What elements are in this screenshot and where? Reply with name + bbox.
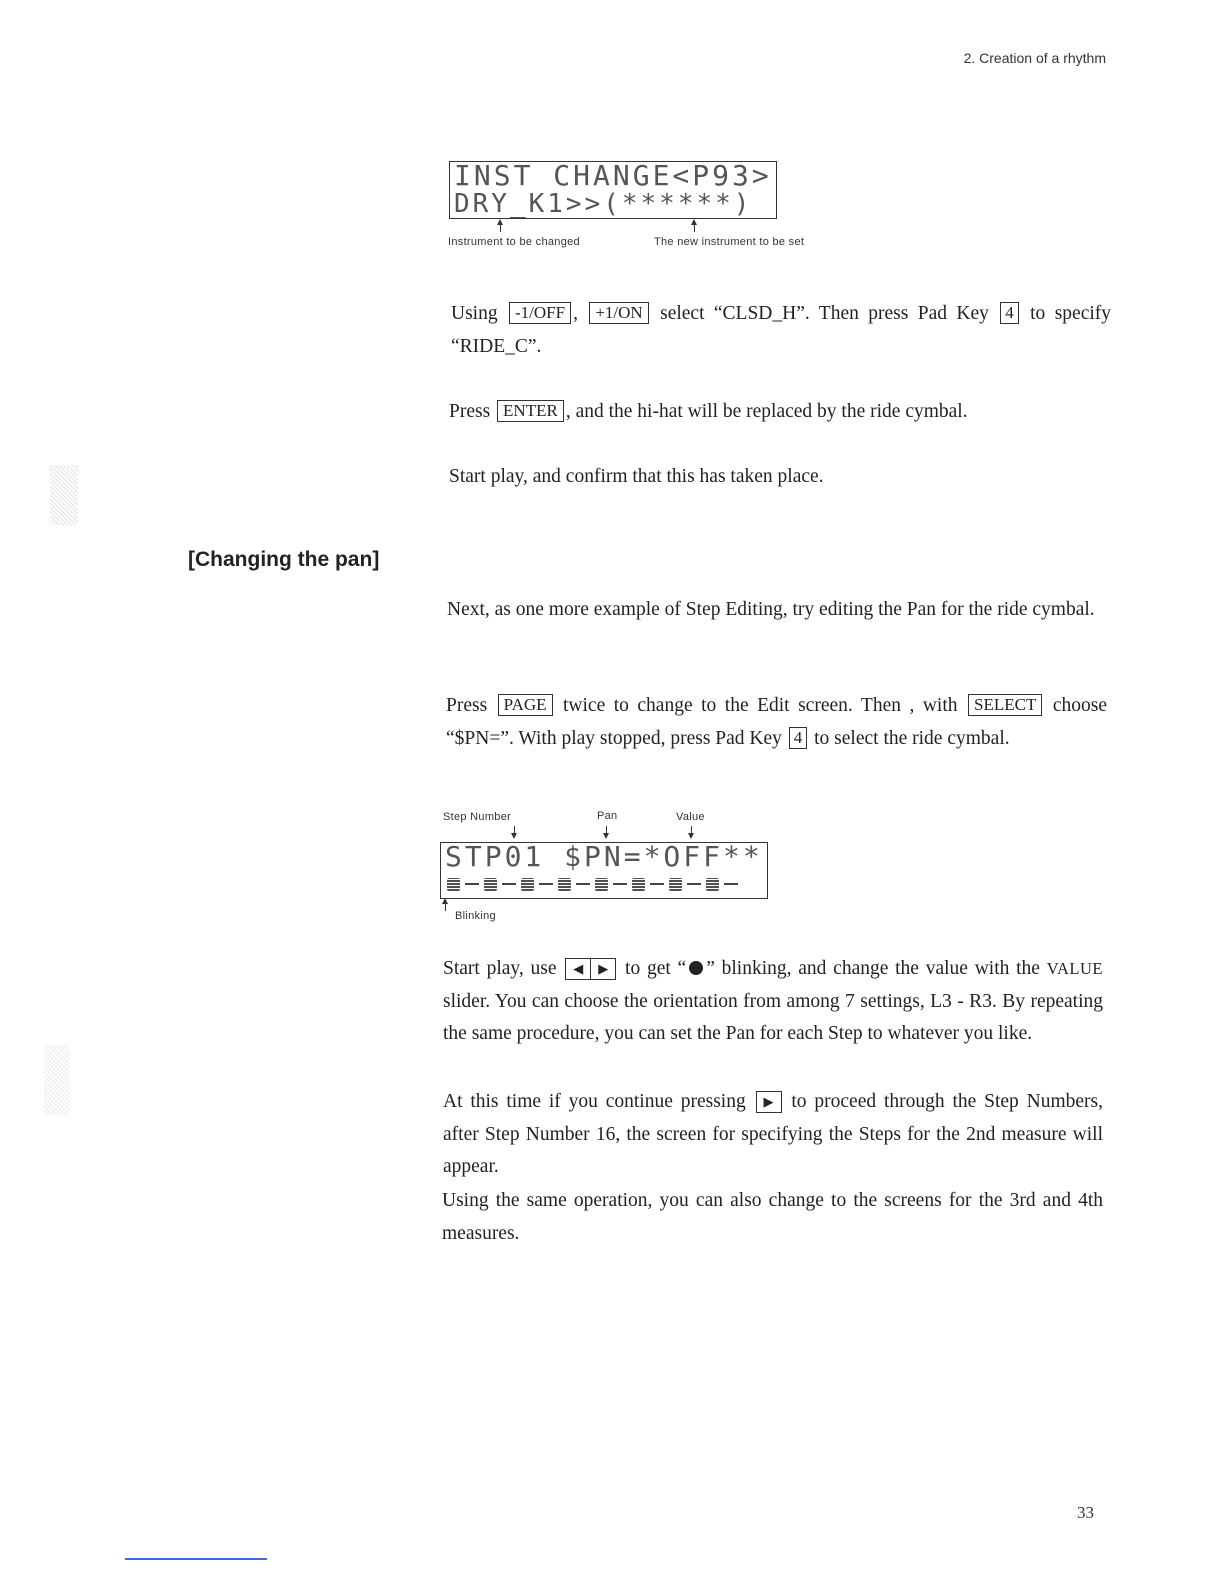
- lcd-line-1: INST CHANGE<P93>: [454, 161, 772, 192]
- right-arrow-key-icon: ▶: [590, 958, 616, 980]
- off-key-label: -1/OFF: [509, 302, 571, 324]
- step-dash: [576, 883, 590, 885]
- pad-key-4-label: 4: [1000, 302, 1019, 324]
- page-number: 33: [1077, 1503, 1094, 1522]
- paragraph-pan-intro: Next, as one more example of Step Editing, try editing the Pan for the ride cymbal.: [447, 599, 1095, 620]
- paragraph-select-instrument: Using -1/OFF , +1/ON select “CLSD_H”. Then press Pad Key 4 to specify “RIDE_C”.: [451, 303, 1112, 357]
- step-dot-icon: [484, 878, 497, 891]
- step-dot-icon: [595, 878, 608, 891]
- caption-blinking: Blinking: [455, 910, 496, 922]
- on-key-label: +1/ON: [589, 302, 648, 324]
- step-dash: [687, 883, 701, 885]
- step-dot-icon: [447, 878, 460, 891]
- paragraph-pan-value: Start play, use ◀ ▶ to get “ ” blinking, and change the value with the VALUE slider. You can choose the orientation from among 7 settings, L3 - R3. By repeating the same procedure, you can set the Pan for each Step to whatever you like.: [443, 958, 1103, 1044]
- step-dot-icon: [521, 878, 534, 891]
- step-dash: [724, 883, 738, 885]
- step-dash: [539, 883, 553, 885]
- arrow-down-icon: [691, 826, 692, 837]
- lcd-display-inst-change: [449, 161, 777, 219]
- bullet-dot-icon: [689, 961, 703, 975]
- paragraph-press-enter: Press ENTER , and the hi-hat will be replaced by the ride cymbal.: [449, 401, 968, 422]
- step-dash: [613, 883, 627, 885]
- section-heading-changing-pan: [Changing the pan]: [188, 548, 380, 571]
- running-header: 2. Creation of a rhythm: [963, 50, 1106, 66]
- scan-artifact: [50, 465, 78, 525]
- step-dash: [465, 883, 479, 885]
- paragraph-edit-screen: Press PAGE twice to change to the Edit screen. Then , with SELECT choose “$PN=”. With play stopped, press Pad Key 4 to select the ride cymbal.: [446, 695, 1108, 749]
- select-key-label: SELECT: [968, 694, 1042, 716]
- footer-rule: [125, 1558, 267, 1560]
- step-indicator-row: [441, 871, 767, 897]
- step-dot-icon: [706, 878, 719, 891]
- step-dash: [650, 883, 664, 885]
- right-arrow-key-icon: ▶: [756, 1091, 782, 1113]
- caption-instrument-changed: Instrument to be changed: [448, 236, 580, 248]
- arrow-up-icon: [694, 221, 695, 232]
- lcd-display-step-pan: [440, 842, 768, 899]
- lcd-line-1: STP01 $PN=*OFF**: [445, 842, 763, 873]
- paragraph-other-measures: Using the same operation, you can also change to the screens for the 3rd and 4th measures.: [442, 1190, 1103, 1244]
- page-key-label: PAGE: [498, 694, 553, 716]
- label-pan: Pan: [597, 810, 618, 822]
- label-step-number: Step Number: [443, 811, 512, 823]
- step-dot-icon: [669, 878, 682, 891]
- arrow-up-icon: [445, 900, 446, 911]
- step-dot-icon: [558, 878, 571, 891]
- lcd-line-2: DRY_K1>>(******): [454, 189, 753, 219]
- enter-key-label: ENTER: [497, 400, 564, 422]
- arrow-down-icon: [514, 826, 515, 837]
- pad-key-4-label: 4: [789, 727, 808, 749]
- left-arrow-key-icon: ◀: [565, 958, 591, 980]
- arrow-up-icon: [500, 221, 501, 232]
- label-value: Value: [676, 811, 705, 823]
- step-dash: [502, 883, 516, 885]
- paragraph-confirm: Start play, and confirm that this has taken place.: [449, 466, 824, 487]
- step-dot-icon: [632, 878, 645, 891]
- caption-new-instrument: The new instrument to be set: [654, 236, 805, 248]
- scan-artifact: [44, 1045, 70, 1115]
- paragraph-next-measure: At this time if you continue pressing ▶ to proceed through the Step Numbers, after Step Number 16, the screen for specifying the Steps for the 2nd measure will appear.: [443, 1091, 1103, 1177]
- arrow-down-icon: [606, 826, 607, 837]
